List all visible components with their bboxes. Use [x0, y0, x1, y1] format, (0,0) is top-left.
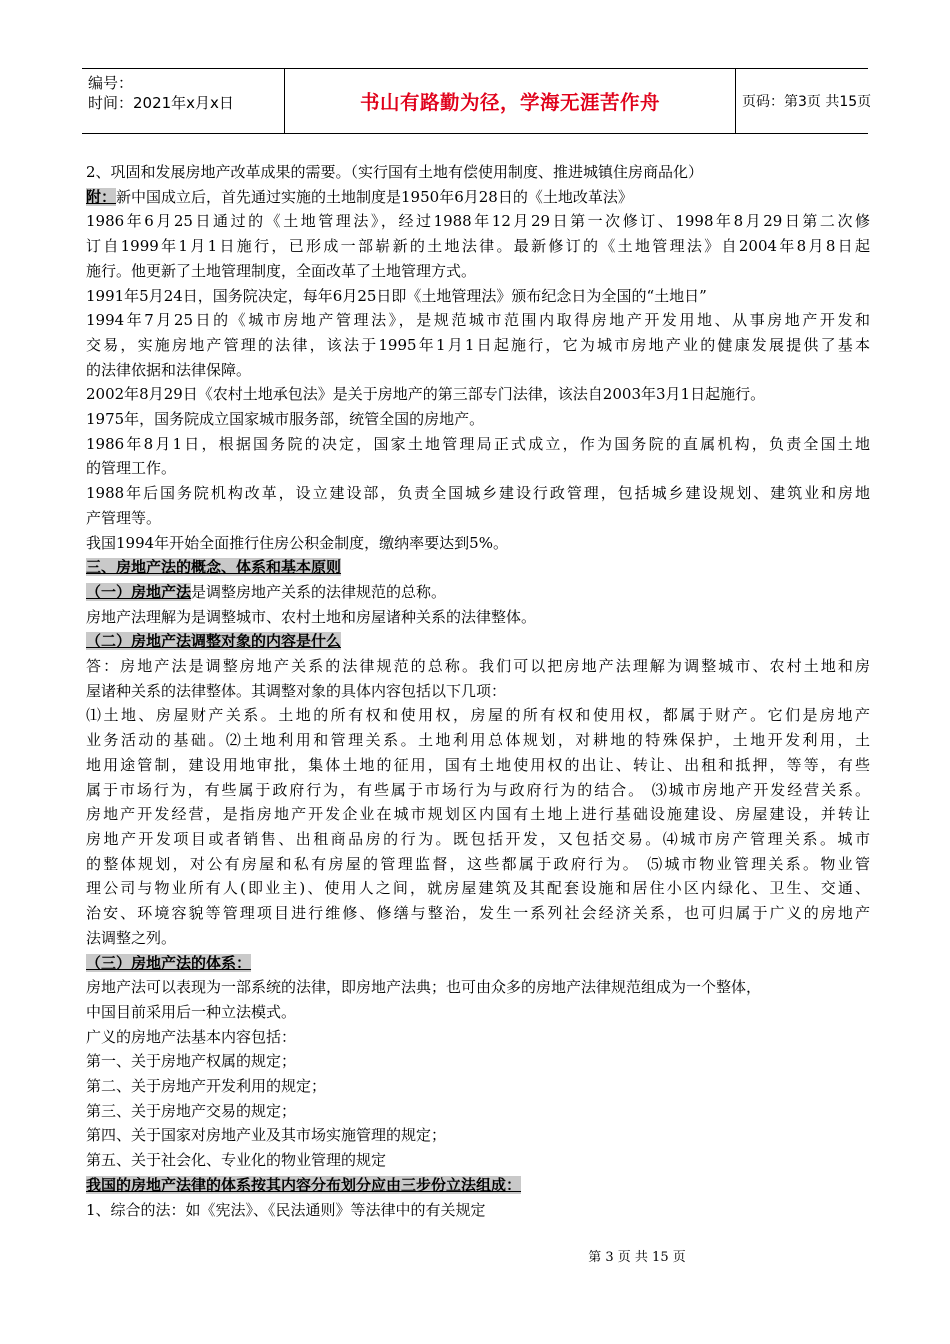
page-info: 页码：第3页 共15页 [742, 94, 872, 110]
line-text: 我国1994年开始全面推行住房公积金制度，缴纳率要达到5%。 [86, 533, 508, 552]
text-line [86, 1025, 870, 1050]
line-text: 1986年8月1日，根据国务院的决定，国家土地管理局正式成立，作为国务院的直属机构，负责全国土地 [86, 434, 870, 453]
text-line [86, 1000, 870, 1025]
text-line [86, 1148, 870, 1173]
header-meta [82, 69, 284, 133]
line-text: 房地产法可以表现为一部系统的法律，即房地产法典；也可由众多的房地产法律规范组成为一个整体， [86, 978, 762, 997]
page-header [82, 68, 872, 134]
text-line [86, 407, 870, 432]
text-line [86, 1049, 870, 1074]
text-line [86, 703, 870, 728]
line-text: 产管理等。 [86, 508, 162, 527]
text-line [86, 901, 870, 926]
highlighted-label: 附： [86, 187, 117, 206]
line-text: 法调整之列。 [86, 928, 177, 947]
line-text: 的管理工作。 [86, 459, 177, 478]
text-line [86, 308, 870, 333]
line-text: 2、巩固和发展房地产改革成果的需要。（实行国有土地有偿使用制度、推进城镇住房商品化） [86, 163, 704, 181]
text-line [86, 185, 870, 210]
line-text: 1991年5月24日，国务院决定，每年6月25日即《土地管理法》颁布纪念日为全国的“土地日” [86, 286, 707, 305]
header-motto-cell [284, 69, 736, 133]
line-text: ⑴土地、房屋财产关系。土地的所有权和使用权，房屋的所有权和使用权，都属于财产。它们是房地产 [86, 706, 870, 725]
line-text: 房地产开发经营，是指房地产开发企业在城市规划区内国有土地上进行基础设施建设、房屋建设，并转让 [86, 805, 870, 824]
text-line [86, 654, 870, 679]
line-text: 广义的房地产法基本内容包括： [86, 1027, 297, 1046]
text-line [86, 926, 870, 951]
line-text: 1、综合的法：如《宪法》、《民法通则》等法律中的有关规定 [86, 1200, 486, 1219]
line-text: 是调整房地产关系的法律规范的总称。 [191, 582, 447, 601]
heading-text: 我国的房地产法律的体系按其内容分布划分应由三步份立法组成： [86, 1175, 522, 1194]
text-line [86, 580, 870, 605]
section-heading [86, 1173, 870, 1198]
line-text: 第一、关于房地产权属的规定； [86, 1052, 297, 1071]
text-line [86, 679, 870, 704]
text-line [86, 852, 870, 877]
text-line [86, 876, 870, 901]
text-line [86, 1123, 870, 1148]
line-text: 理公司与物业所有人(即业主)、使用人之间，就房屋建筑及其配套设施和居住小区内绿化、卫生、交通、 [86, 879, 870, 898]
line-text: 业务活动的基础。⑵土地利用和管理关系。土地利用总体规划，对耕地的特殊保护，土地开发利用，土 [86, 731, 870, 750]
line-text: 属于市场行为，有些属于政府行为，有些属于市场行为与政府行为的结合。 ⑶城市房地产开发经营关系。 [86, 780, 870, 799]
line-text: 第四、关于国家对房地产业及其市场实施管理的规定； [86, 1126, 447, 1145]
line-text: 的整体规划，对公有房屋和私有房屋的管理监督，这些都属于政府行为。 ⑸城市物业管理关系。物业管 [86, 854, 870, 873]
line-text: 屋诸种关系的法律整体。其调整对象的具体内容包括以下几项： [86, 681, 507, 700]
text-line [86, 531, 870, 556]
text-line [86, 432, 870, 457]
line-text: 施行。他更新了土地管理制度，全面改革了土地管理方式。 [86, 261, 477, 280]
page-footer: 第 3 页 共 15 页 [588, 1250, 686, 1265]
line-text: 第二、关于房地产开发利用的规定； [86, 1077, 327, 1096]
line-text: 新中国成立后，首先通过实施的土地制度是1950年6月28日的《土地改革法》 [116, 187, 633, 206]
line-text: 1986年6月25日通过的《土地管理法》，经过1988年12月29日第一次修订、1998年8月29日第二次修 [86, 212, 870, 231]
line-text: 房地产开发项目或者销售、出租商品房的行为。既包括开发，又包括交易。⑷城市房产管理关系。城市 [86, 829, 870, 848]
heading-text: （三）房地产法的体系： [86, 953, 252, 972]
text-line [86, 234, 870, 259]
text-line [86, 382, 870, 407]
heading-text: （二）房地产法调整对象的内容是什么 [86, 632, 342, 651]
heading-text: 三、房地产法的概念、体系和基本原则 [86, 558, 342, 577]
time-label: 时间：2021年x月x日 [88, 94, 234, 112]
line-text: 1975年，国务院成立国家城市服务部，统管全国的房地产。 [86, 410, 485, 429]
line-text: 第三、关于房地产交易的规定； [86, 1101, 297, 1120]
section-heading [86, 629, 870, 654]
line-text: 的法律依据和法律保障。 [86, 360, 252, 379]
text-line [86, 753, 870, 778]
number-label: 编号： [88, 74, 134, 92]
highlighted-label: （一）房地产法 [86, 582, 192, 601]
text-line [86, 456, 870, 481]
text-line [86, 1099, 870, 1124]
text-line [86, 259, 870, 284]
line-text: 地用途管制，建设用地审批，集体土地的征用，国有土地使用权的出让、转让、出租和抵押，等等，有些 [86, 755, 870, 774]
line-text: 房地产法理解为是调整城市、农村土地和房屋诸种关系的法律整体。 [86, 607, 537, 626]
line-text: 交易，实施房地产管理的法律，该法于1995年1月1日起施行，它为城市房地产业的健康发展提供了基本 [86, 335, 870, 354]
line-text: 中国目前采用后一种立法模式。 [86, 1002, 297, 1021]
text-line [86, 605, 870, 630]
text-line [86, 284, 870, 309]
text-line [86, 1074, 870, 1099]
line-text: 订自1999年1月1日施行，已形成一部崭新的土地法律。最新修订的《土地管理法》自2004年8月8日起 [86, 237, 870, 256]
line-text: 1994年7月25日的《城市房地产管理法》，是规范城市范围内取得房地产开发用地、从事房地产开发和 [86, 311, 870, 330]
section-heading [86, 555, 870, 580]
text-line [86, 827, 870, 852]
text-line [86, 778, 870, 803]
line-text: 第五、关于社会化、专业化的物业管理的规定 [86, 1151, 387, 1170]
line-text: 治安、环境容貌等管理项目进行维修、修缮与整治，发生一系列社会经济关系，也可归属于广义的房地产 [86, 904, 870, 923]
text-line [86, 975, 870, 1000]
text-line [86, 506, 870, 531]
text-line [86, 481, 870, 506]
text-line [86, 802, 870, 827]
line-text: 2002年8月29日《农村土地承包法》是关于房地产的第三部专门法律，该法自2003年3月1日起施行。 [86, 385, 766, 404]
text-line [86, 333, 870, 358]
motto: 书山有路勤为径，学海无涯苦作舟 [359, 91, 660, 114]
line-text: 1988年后国务院机构改革，设立建设部，负责全国城乡建设行政管理，包括城乡建设规划、建筑业和房地 [86, 484, 870, 503]
document-body [86, 160, 870, 1222]
section-heading [86, 951, 870, 976]
text-line [86, 358, 870, 383]
text-line [86, 160, 870, 185]
text-line [86, 209, 870, 234]
text-line [86, 728, 870, 753]
text-line [86, 1198, 870, 1223]
line-text: 答：房地产法是调整房地产关系的法律规范的总称。我们可以把房地产法理解为调整城市、农村土地和房 [86, 657, 870, 676]
